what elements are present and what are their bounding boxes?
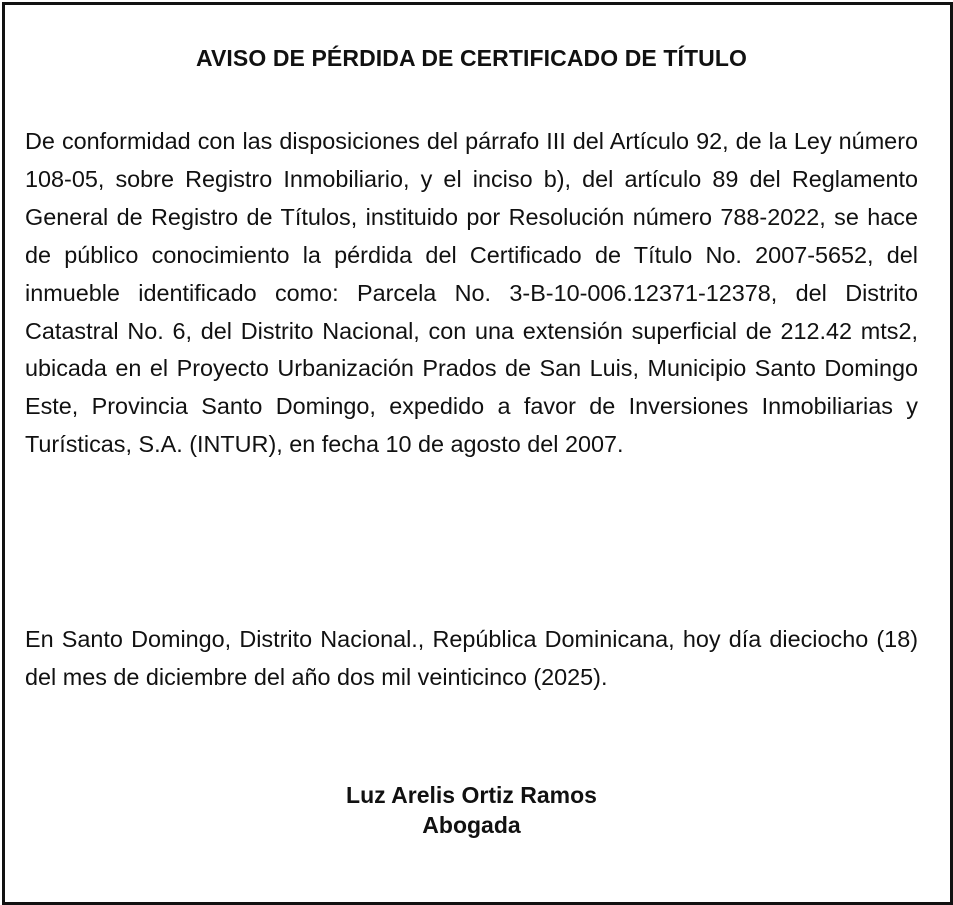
notice-body-paragraph: De conformidad con las disposiciones del párrafo III del Artículo 92, de la Ley número 108-05, sobre Registro Inmobiliario, y el inciso b), del artículo 89 del Reglamento General de Registro de Títulos, instituido por Resolución número 788-2022, se hace de público conocimiento la pérdida del Certificado de Título No. 2007-5652, del inmueble identificado como: Parcela No. 3-B-10-006.12371-12378, del Distrito Catastral No. 6, del Distrito Nacional, con una extensión superficial de 212.42 mts2, ubicada en el Proyecto Urbanización Prados de San Luis, Municipio Santo Domingo Este, Provincia Santo Domingo, expedido a favor de Inversiones Inmobiliarias y Turísticas, S.A. (INTUR), en fecha 10 de agosto del 2007. <box>25 128 918 458</box>
notice-title: AVISO DE PÉRDIDA DE CERTIFICADO DE TÍTULO <box>195 45 747 71</box>
signatory-role: Abogada <box>422 812 521 838</box>
signatory-name: Luz Arelis Ortiz Ramos <box>346 782 597 808</box>
notice-date-paragraph: En Santo Domingo, Distrito Nacional., República Dominicana, hoy día dieciocho (18) del mes de diciembre del año dos mil veinticinco (2025). <box>25 626 918 690</box>
